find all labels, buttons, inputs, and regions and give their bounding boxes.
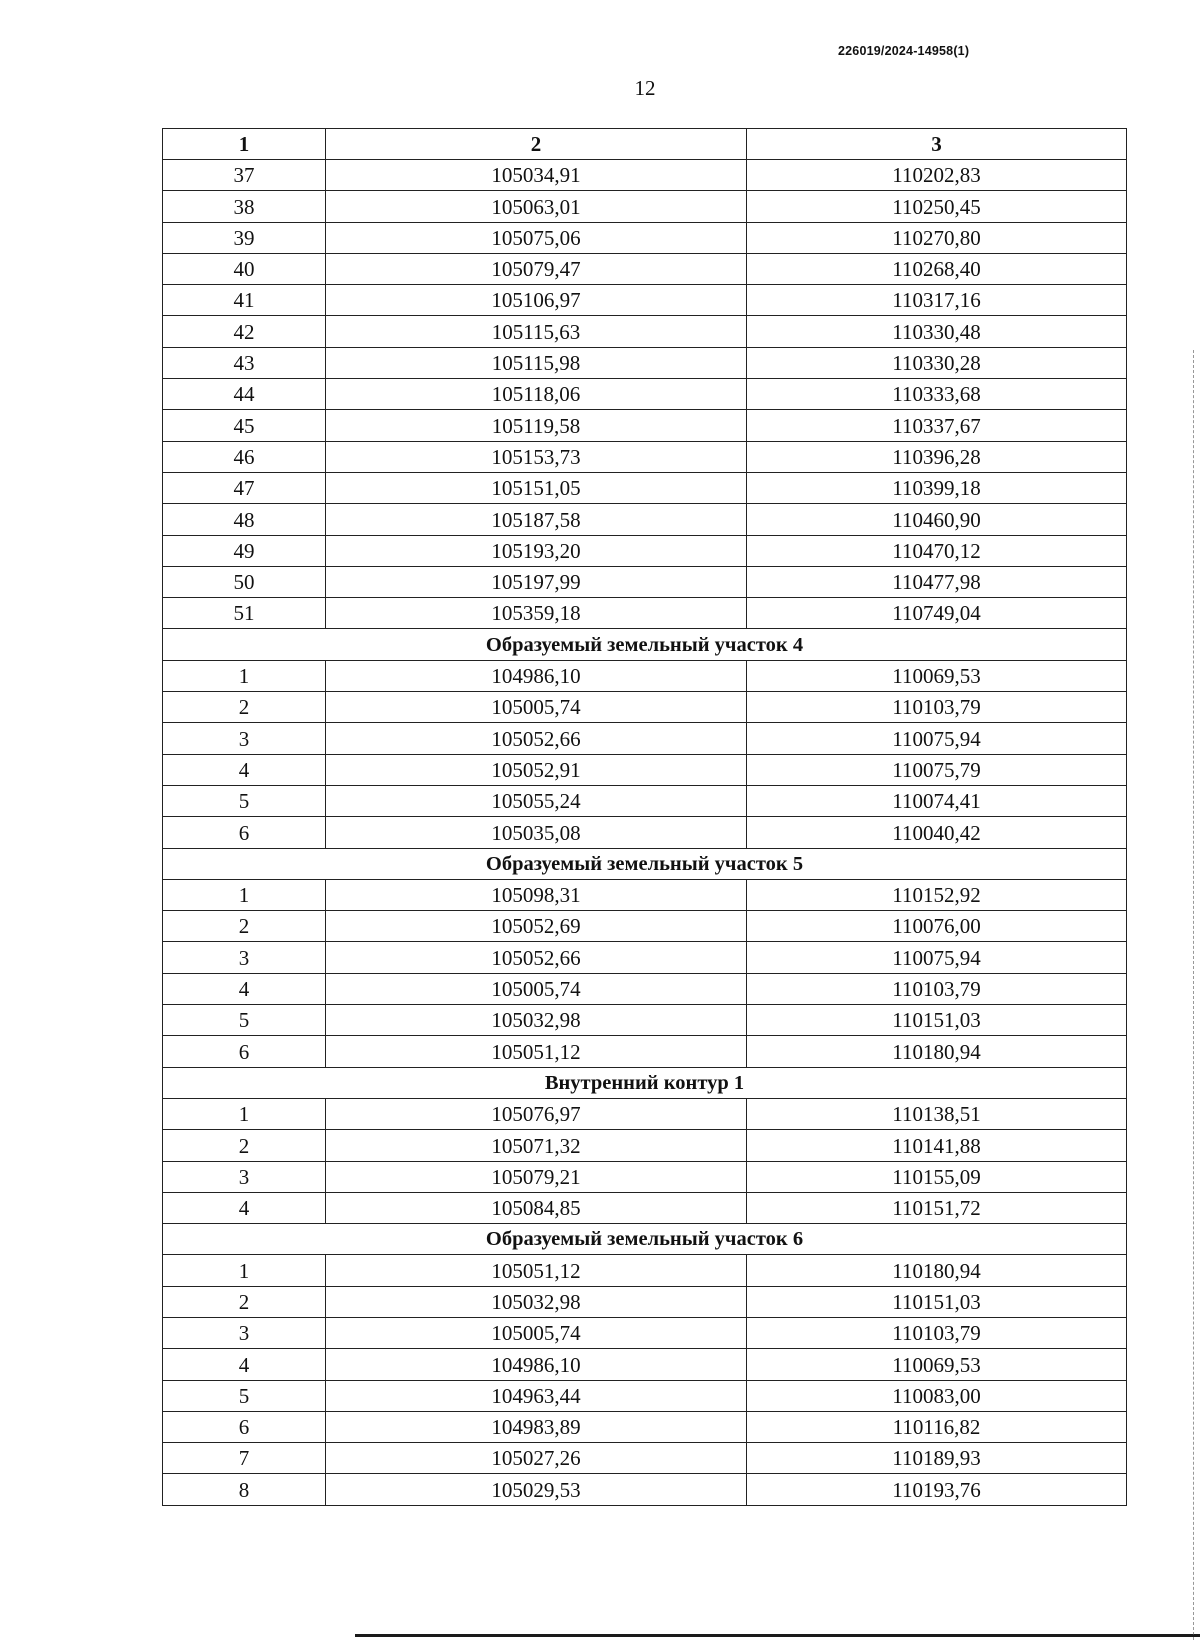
y-coordinate-cell: 110151,72	[747, 1192, 1127, 1223]
table-row	[163, 1161, 1127, 1192]
y-coordinate-cell: 110317,16	[747, 285, 1127, 316]
x-coordinate-cell: 104983,89	[326, 1411, 747, 1442]
y-coordinate-cell: 110330,48	[747, 316, 1127, 347]
point-number-cell: 3	[163, 942, 326, 973]
table-row	[163, 222, 1127, 253]
x-coordinate-cell: 105359,18	[326, 598, 747, 629]
x-coordinate-cell: 105063,01	[326, 191, 747, 222]
x-coordinate-cell: 105187,58	[326, 504, 747, 535]
section-title: Образуемый земельный участок 6	[163, 1224, 1127, 1255]
y-coordinate-cell: 110477,98	[747, 566, 1127, 597]
point-number-cell: 8	[163, 1474, 326, 1505]
y-coordinate-cell: 110040,42	[747, 817, 1127, 848]
y-coordinate-cell: 110075,79	[747, 754, 1127, 785]
y-coordinate-cell: 110116,82	[747, 1411, 1127, 1442]
point-number-cell: 6	[163, 1036, 326, 1067]
header-cell-x: 2	[326, 129, 747, 160]
table-row	[163, 410, 1127, 441]
table-row	[163, 472, 1127, 503]
x-coordinate-cell: 105005,74	[326, 973, 747, 1004]
table-row	[163, 1411, 1127, 1442]
point-number-cell: 3	[163, 1161, 326, 1192]
point-number-cell: 44	[163, 379, 326, 410]
y-coordinate-cell: 110075,94	[747, 942, 1127, 973]
point-number-cell: 1	[163, 1098, 326, 1129]
table-row	[163, 1005, 1127, 1036]
y-coordinate-cell: 110193,76	[747, 1474, 1127, 1505]
section-title: Образуемый земельный участок 4	[163, 629, 1127, 660]
y-coordinate-cell: 110180,94	[747, 1036, 1127, 1067]
y-coordinate-cell: 110396,28	[747, 441, 1127, 472]
section-title: Внутренний контур 1	[163, 1067, 1127, 1098]
x-coordinate-cell: 105032,98	[326, 1005, 747, 1036]
y-coordinate-cell: 110074,41	[747, 785, 1127, 816]
scan-right-edge	[1192, 350, 1194, 1640]
section-row	[163, 1224, 1127, 1255]
point-number-cell: 37	[163, 160, 326, 191]
x-coordinate-cell: 105052,66	[326, 942, 747, 973]
x-coordinate-cell: 105051,12	[326, 1036, 747, 1067]
header-cell-y: 3	[747, 129, 1127, 160]
x-coordinate-cell: 105051,12	[326, 1255, 747, 1286]
y-coordinate-cell: 110202,83	[747, 160, 1127, 191]
point-number-cell: 2	[163, 1130, 326, 1161]
point-number-cell: 49	[163, 535, 326, 566]
point-number-cell: 43	[163, 347, 326, 378]
y-coordinate-cell: 110103,79	[747, 692, 1127, 723]
table-row	[163, 253, 1127, 284]
y-coordinate-cell: 110069,53	[747, 660, 1127, 691]
point-number-cell: 2	[163, 911, 326, 942]
x-coordinate-cell: 105115,98	[326, 347, 747, 378]
x-coordinate-cell: 105118,06	[326, 379, 747, 410]
point-number-cell: 2	[163, 692, 326, 723]
table-row	[163, 911, 1127, 942]
point-number-cell: 7	[163, 1443, 326, 1474]
table-row	[163, 754, 1127, 785]
table-header	[163, 129, 1127, 160]
table-row	[163, 973, 1127, 1004]
y-coordinate-cell: 110103,79	[747, 973, 1127, 1004]
point-number-cell: 1	[163, 660, 326, 691]
y-coordinate-cell: 110250,45	[747, 191, 1127, 222]
document-number: 226019/2024-14958(1)	[838, 44, 970, 58]
y-coordinate-cell: 110069,53	[747, 1349, 1127, 1380]
x-coordinate-cell: 105052,91	[326, 754, 747, 785]
table-row	[163, 441, 1127, 472]
table-row	[163, 1474, 1127, 1505]
section-row	[163, 1067, 1127, 1098]
y-coordinate-cell: 110152,92	[747, 879, 1127, 910]
table-row	[163, 285, 1127, 316]
x-coordinate-cell: 105098,31	[326, 879, 747, 910]
x-coordinate-cell: 105151,05	[326, 472, 747, 503]
x-coordinate-cell: 105052,66	[326, 723, 747, 754]
x-coordinate-cell: 104986,10	[326, 1349, 747, 1380]
table-row	[163, 1036, 1127, 1067]
x-coordinate-cell: 105071,32	[326, 1130, 747, 1161]
x-coordinate-cell: 105055,24	[326, 785, 747, 816]
y-coordinate-cell: 110470,12	[747, 535, 1127, 566]
coordinates-table	[162, 128, 1127, 1506]
x-coordinate-cell: 105153,73	[326, 441, 747, 472]
y-coordinate-cell: 110337,67	[747, 410, 1127, 441]
x-coordinate-cell: 105075,06	[326, 222, 747, 253]
x-coordinate-cell: 105034,91	[326, 160, 747, 191]
table-row	[163, 1443, 1127, 1474]
x-coordinate-cell: 105052,69	[326, 911, 747, 942]
table-row	[163, 347, 1127, 378]
point-number-cell: 3	[163, 723, 326, 754]
table-row	[163, 1255, 1127, 1286]
y-coordinate-cell: 110151,03	[747, 1005, 1127, 1036]
point-number-cell: 4	[163, 1192, 326, 1223]
x-coordinate-cell: 105076,97	[326, 1098, 747, 1129]
y-coordinate-cell: 110151,03	[747, 1286, 1127, 1317]
y-coordinate-cell: 110330,28	[747, 347, 1127, 378]
x-coordinate-cell: 105197,99	[326, 566, 747, 597]
table-row	[163, 1349, 1127, 1380]
x-coordinate-cell: 105029,53	[326, 1474, 747, 1505]
point-number-cell: 1	[163, 879, 326, 910]
x-coordinate-cell: 105084,85	[326, 1192, 747, 1223]
point-number-cell: 45	[163, 410, 326, 441]
page-number: 12	[634, 76, 656, 100]
x-coordinate-cell: 105119,58	[326, 410, 747, 441]
point-number-cell: 38	[163, 191, 326, 222]
table-row	[163, 598, 1127, 629]
table-row	[163, 316, 1127, 347]
point-number-cell: 40	[163, 253, 326, 284]
point-number-cell: 3	[163, 1317, 326, 1348]
table-body	[163, 160, 1127, 1506]
table-row	[163, 191, 1127, 222]
x-coordinate-cell: 104986,10	[326, 660, 747, 691]
point-number-cell: 5	[163, 1005, 326, 1036]
table-row	[163, 566, 1127, 597]
table-row	[163, 535, 1127, 566]
section-title: Образуемый земельный участок 5	[163, 848, 1127, 879]
y-coordinate-cell: 110103,79	[747, 1317, 1127, 1348]
table-row	[163, 1286, 1127, 1317]
point-number-cell: 4	[163, 1349, 326, 1380]
table-row	[163, 879, 1127, 910]
table-row	[163, 660, 1127, 691]
point-number-cell: 50	[163, 566, 326, 597]
point-number-cell: 5	[163, 1380, 326, 1411]
section-row	[163, 629, 1127, 660]
header-cell-point: 1	[163, 129, 326, 160]
table-row	[163, 1317, 1127, 1348]
scan-bottom-rule	[355, 1634, 1200, 1637]
x-coordinate-cell: 104963,44	[326, 1380, 747, 1411]
y-coordinate-cell: 110141,88	[747, 1130, 1127, 1161]
point-number-cell: 6	[163, 817, 326, 848]
x-coordinate-cell: 105115,63	[326, 316, 747, 347]
table-row	[163, 942, 1127, 973]
table-row	[163, 504, 1127, 535]
point-number-cell: 48	[163, 504, 326, 535]
point-number-cell: 41	[163, 285, 326, 316]
y-coordinate-cell: 110268,40	[747, 253, 1127, 284]
table-row	[163, 160, 1127, 191]
x-coordinate-cell: 105005,74	[326, 692, 747, 723]
table-row	[163, 692, 1127, 723]
x-coordinate-cell: 105079,47	[326, 253, 747, 284]
y-coordinate-cell: 110155,09	[747, 1161, 1127, 1192]
point-number-cell: 4	[163, 754, 326, 785]
x-coordinate-cell: 105027,26	[326, 1443, 747, 1474]
table-row	[163, 1380, 1127, 1411]
table-row	[163, 379, 1127, 410]
table-row	[163, 1130, 1127, 1161]
y-coordinate-cell: 110399,18	[747, 472, 1127, 503]
y-coordinate-cell: 110749,04	[747, 598, 1127, 629]
point-number-cell: 42	[163, 316, 326, 347]
table-row	[163, 785, 1127, 816]
x-coordinate-cell: 105079,21	[326, 1161, 747, 1192]
table-row	[163, 723, 1127, 754]
point-number-cell: 47	[163, 472, 326, 503]
x-coordinate-cell: 105193,20	[326, 535, 747, 566]
header-row	[163, 129, 1127, 160]
table-row	[163, 1192, 1127, 1223]
y-coordinate-cell: 110189,93	[747, 1443, 1127, 1474]
table-row	[163, 817, 1127, 848]
y-coordinate-cell: 110138,51	[747, 1098, 1127, 1129]
y-coordinate-cell: 110083,00	[747, 1380, 1127, 1411]
y-coordinate-cell: 110180,94	[747, 1255, 1127, 1286]
point-number-cell: 1	[163, 1255, 326, 1286]
point-number-cell: 46	[163, 441, 326, 472]
y-coordinate-cell: 110460,90	[747, 504, 1127, 535]
x-coordinate-cell: 105106,97	[326, 285, 747, 316]
point-number-cell: 2	[163, 1286, 326, 1317]
section-row	[163, 848, 1127, 879]
y-coordinate-cell: 110076,00	[747, 911, 1127, 942]
x-coordinate-cell: 105035,08	[326, 817, 747, 848]
x-coordinate-cell: 105005,74	[326, 1317, 747, 1348]
y-coordinate-cell: 110075,94	[747, 723, 1127, 754]
point-number-cell: 5	[163, 785, 326, 816]
table-row	[163, 1098, 1127, 1129]
x-coordinate-cell: 105032,98	[326, 1286, 747, 1317]
point-number-cell: 39	[163, 222, 326, 253]
y-coordinate-cell: 110270,80	[747, 222, 1127, 253]
y-coordinate-cell: 110333,68	[747, 379, 1127, 410]
point-number-cell: 51	[163, 598, 326, 629]
point-number-cell: 6	[163, 1411, 326, 1442]
point-number-cell: 4	[163, 973, 326, 1004]
